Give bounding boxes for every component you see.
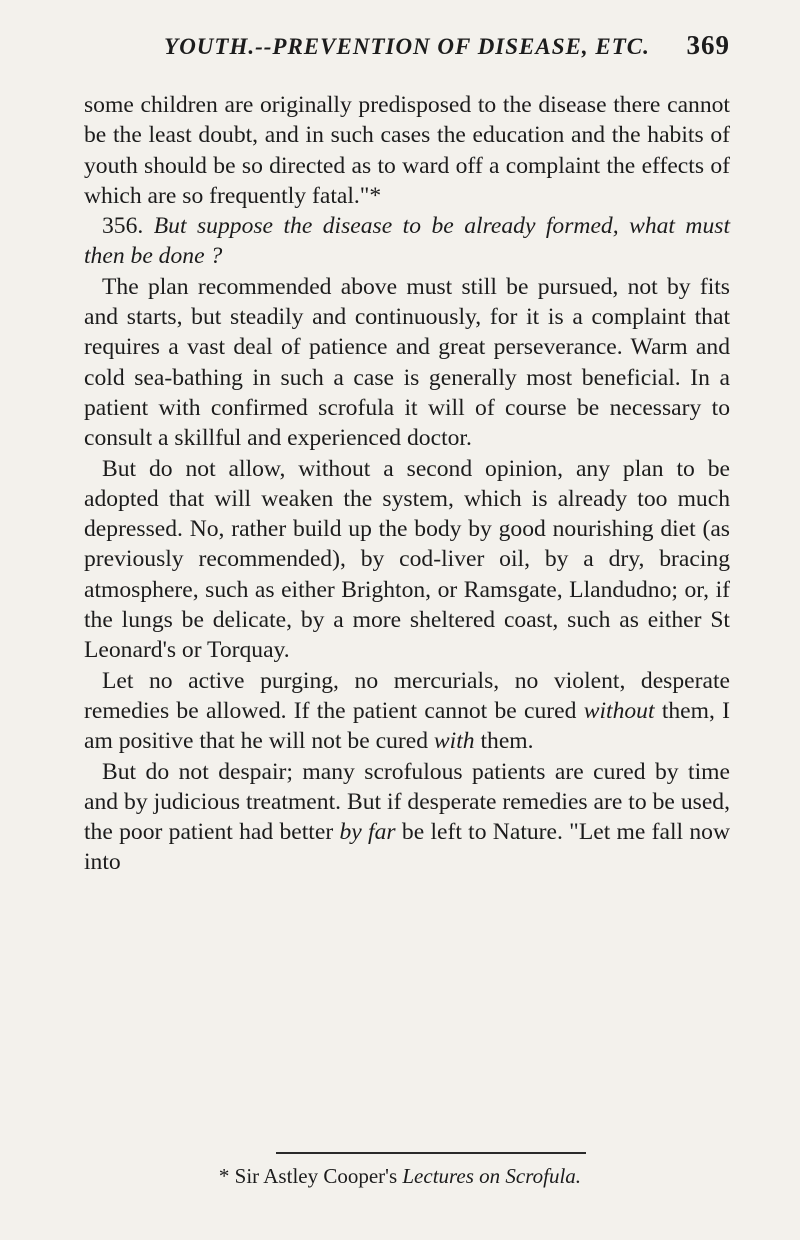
p5-emphasis: by far	[339, 819, 396, 846]
running-title: YOUTH.--PREVENTION OF DISEASE, ETC.	[164, 34, 650, 59]
footnote	[0, 1164, 800, 1189]
p5-text-b: be left to Nature. "Let me fall now into	[84, 819, 731, 876]
footnote-title: Lectures on Scrofula.	[402, 1164, 582, 1188]
question-356	[84, 211, 730, 272]
paragraph-5	[84, 757, 730, 878]
paragraph-4	[84, 666, 730, 757]
footnote-divider	[276, 1152, 586, 1154]
paragraph-2: The plan recommended above must still be pursued, not by fits and starts, but steadily and continuously, for it is a complaint that requires a vast deal of patience and great perseverance. Warm and cold sea-bathing in such a case is generally most beneficial. In a patient with confirmed scrofula it will of course be necessary to consult a skillful and experienced doctor.	[84, 273, 730, 452]
p5-text-a: But do not despair; many scrofulous patients are cured by time and by judicious treatment. But if desperate remedies are to be used, the poor patient had better	[84, 758, 730, 846]
p4-text-b: them, I am positive that he will not be cured	[84, 697, 731, 755]
p4-emphasis-with: with	[433, 728, 475, 755]
p4-text-c: them.	[480, 728, 534, 755]
p4-text-a: Let no active purging, no mercurials, no violent, desperate remedies be allowed. If the patient cannot be cured	[84, 667, 730, 724]
p4-emphasis-without: without	[583, 697, 655, 724]
running-head	[84, 30, 730, 68]
paragraph-1: some children are originally predisposed to the disease there cannot be the least doubt, and in such cases the education and the habits of youth should be so directed as to ward off a complaint the effects of which are so frequently fatal."*	[84, 92, 730, 209]
paragraph-3: But do not allow, without a second opinion, any plan to be adopted that will weaken the system, which is already too much depressed. No, rather build up the body by good nourishing diet (as previously recommended), by cod-liver oil, by a dry, bracing atmosphere, such as either Brighton, or Ramsgate, Llandudno; or, if the lungs be delicate, by a more sheltered coast, such as either St Leonard's or Torquay.	[84, 455, 730, 664]
question-number: 356.	[102, 213, 144, 240]
body-text	[84, 90, 730, 878]
footnote-marker: * Sir Astley Cooper's	[218, 1164, 398, 1188]
question-text: But suppose the disease to be already formed, what must then be done ?	[84, 213, 730, 270]
page-number: 369	[686, 30, 730, 60]
